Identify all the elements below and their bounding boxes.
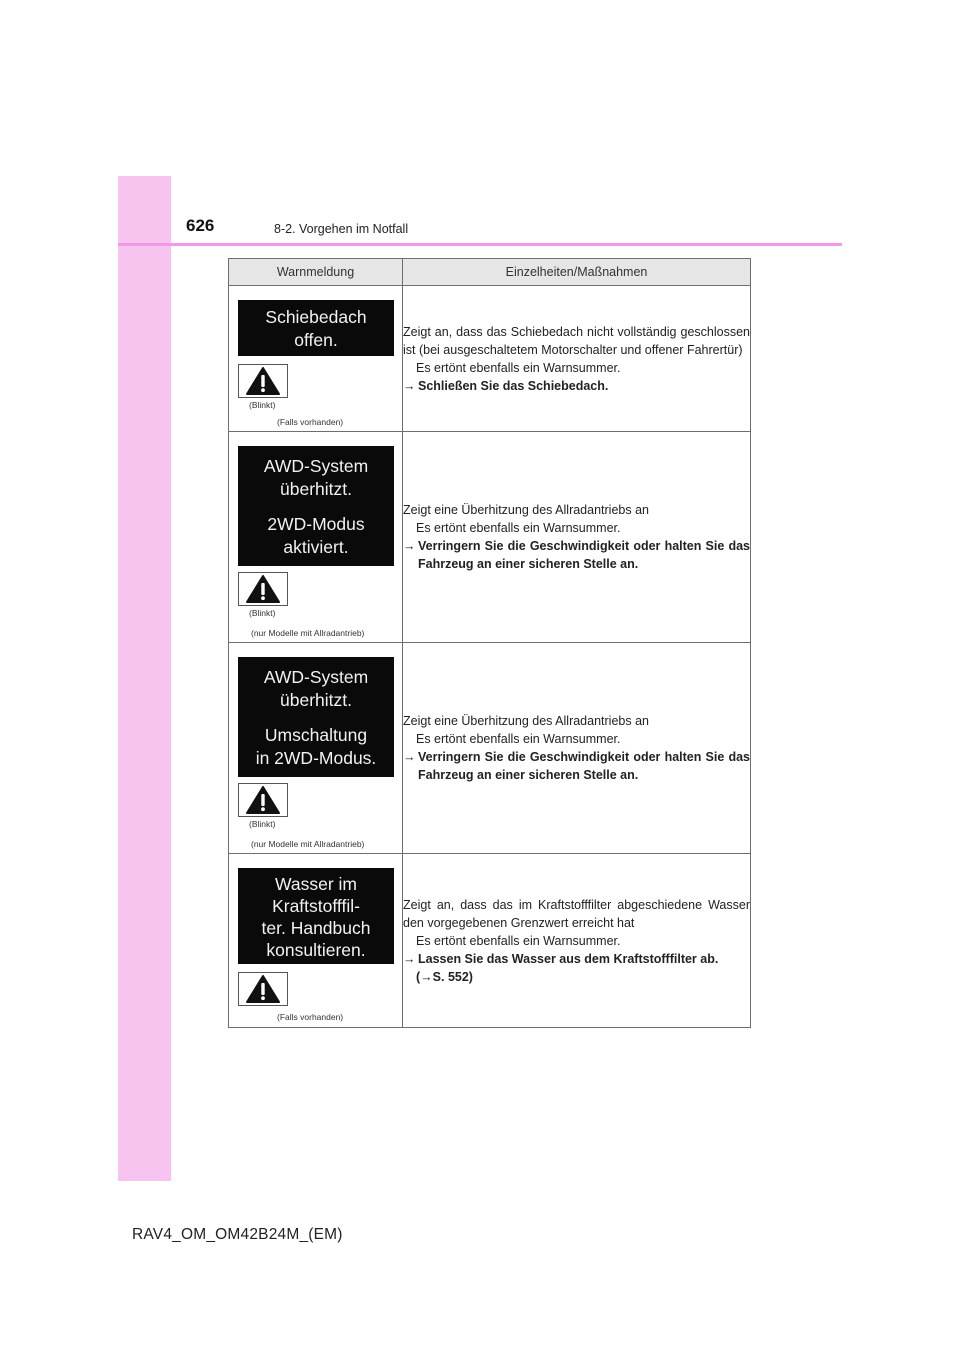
display-line: konsultieren.: [266, 940, 366, 960]
reference-text: S. 552): [432, 969, 473, 984]
action-line: [403, 748, 750, 784]
display-message: [238, 446, 394, 566]
warning-message-cell: [229, 286, 403, 432]
warning-table: [228, 258, 751, 1028]
section-title: 8-2. Vorgehen im Notfall: [274, 222, 409, 236]
availability-note: (nur Modelle mit Allradantrieb): [251, 628, 365, 638]
side-tab-strip: [118, 176, 171, 1181]
arrow-icon: →: [403, 951, 416, 966]
arrow-icon: →: [403, 750, 416, 764]
details-cell: [403, 643, 751, 854]
description-text: Zeigt eine Überhitzung des Allradantriebs an: [403, 503, 649, 517]
table-row: [229, 432, 751, 643]
col-header-warnmeldung: Warnmeldung: [229, 259, 403, 286]
availability-note: (nur Modelle mit Allradantrieb): [251, 839, 365, 849]
buzzer-note: Es ertönt ebenfalls ein Warnsummer.: [416, 521, 621, 535]
blink-label: (Blinkt): [249, 400, 276, 410]
page-reference: (→S. 552): [416, 969, 473, 984]
header-divider: [118, 243, 842, 246]
action-text: Schließen Sie das Schiebedach.: [418, 378, 609, 393]
document-code: RAV4_OM_OM42B24M_(EM): [132, 1226, 343, 1243]
availability-note: (Falls vorhanden): [277, 417, 344, 427]
display-message: [238, 868, 394, 964]
display-line: offen.: [294, 330, 338, 350]
action-line: [403, 950, 750, 968]
arrow-icon: →: [403, 378, 416, 393]
action-text: Verringern Sie die Geschwindigkeit oder halten Sie das Fahrzeug an einer sicheren Stelle an.: [418, 750, 750, 782]
display-line: Wasser im: [275, 874, 357, 894]
description-text: Zeigt an, dass das im Kraftstofffilter abgeschiedene Wasser den vorgegebenen Grenzwert erreicht hat: [403, 897, 750, 930]
warning-message-cell: [229, 643, 403, 854]
action-text: Lassen Sie das Wasser aus dem Kraftstofffilter ab.: [418, 951, 719, 966]
blink-label: (Blinkt): [249, 819, 276, 829]
blink-label: (Blinkt): [249, 608, 276, 618]
warning-triangle-icon: [238, 572, 288, 606]
table-row: [229, 643, 751, 854]
buzzer-note: Es ertönt ebenfalls ein Warnsummer.: [416, 933, 621, 948]
description-text: Zeigt eine Überhitzung des Allradantriebs an: [403, 714, 649, 728]
action-text: Verringern Sie die Geschwindigkeit oder halten Sie das Fahrzeug an einer sicheren Stelle an.: [418, 539, 750, 571]
details-cell: [403, 286, 751, 432]
warning-triangle-icon: [238, 972, 288, 1006]
buzzer-note: Es ertönt ebenfalls ein Warnsummer.: [416, 732, 621, 746]
display-line: 2WD-Modus: [267, 514, 365, 534]
display-line: Schiebedach: [265, 307, 367, 327]
display-line: aktiviert.: [283, 537, 349, 557]
display-line: ter. Handbuch: [261, 918, 371, 938]
display-line: überhitzt.: [280, 479, 352, 499]
warning-triangle-icon: [238, 783, 288, 817]
table-row: [229, 854, 751, 1028]
arrow-icon: →: [403, 539, 416, 553]
details-cell: [403, 432, 751, 643]
action-line: [403, 377, 750, 395]
display-line: Umschaltung: [264, 725, 368, 745]
display-message: [238, 300, 394, 356]
display-line: AWD-System: [263, 456, 369, 476]
table-header-row: [229, 259, 751, 286]
display-line: Kraftstofffil-: [272, 896, 360, 916]
warning-triangle-icon: [238, 364, 288, 398]
description-text: Zeigt an, dass das Schiebedach nicht vollständig geschlossen ist (bei ausgeschaltetem Motorschalter und offener Fahrertür): [403, 324, 750, 357]
action-line: [403, 537, 750, 573]
table-row: [229, 286, 751, 432]
reference-arrow-icon: →: [420, 969, 433, 984]
availability-note: (Falls vorhanden): [277, 1012, 344, 1022]
details-cell: [403, 854, 751, 1028]
warning-message-cell: [229, 432, 403, 643]
display-line: in 2WD-Modus.: [255, 748, 377, 768]
display-line: überhitzt.: [280, 690, 352, 710]
page-number: 626: [186, 216, 215, 235]
display-message: [238, 657, 394, 777]
warning-message-cell: [229, 854, 403, 1028]
display-line: AWD-System: [263, 667, 369, 687]
buzzer-note: Es ertönt ebenfalls ein Warnsummer.: [416, 360, 621, 375]
col-header-details: Einzelheiten/Maßnahmen: [403, 259, 751, 286]
